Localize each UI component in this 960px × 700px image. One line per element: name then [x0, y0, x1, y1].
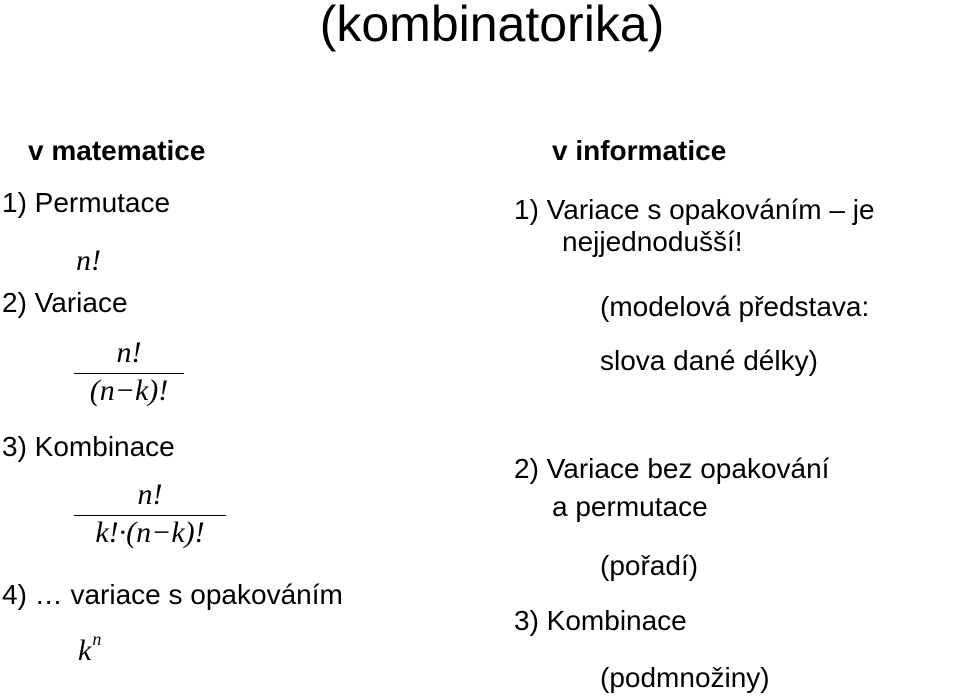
right-heading: v informatice	[552, 135, 727, 166]
right-note-words: slova dané délky)	[600, 345, 818, 376]
formula-variation-denominator: (n−k)!	[89, 373, 169, 407]
right-note-model: (modelová představa:	[600, 291, 870, 322]
right-note-subsets: (podmnožiny)	[600, 662, 770, 693]
formula-combination	[74, 478, 226, 550]
left-item-permutation: 1) Permutace	[2, 187, 171, 218]
right-item-variation-continuation: a permutace	[552, 491, 708, 522]
formula-combination-denominator: k!·(n−k)!	[95, 515, 205, 549]
left-heading: v matematice	[28, 135, 206, 166]
right-item-variation-repetition: 1) Variace s opakováním – je	[514, 194, 875, 225]
formula-permutation: n!	[76, 244, 101, 277]
formula-combination-numerator: n!	[137, 478, 163, 511]
formula-exponent: n	[92, 629, 102, 649]
page-title: (kombinatorika)	[319, 0, 665, 52]
right-item-variation: 2) Variace bez opakování	[514, 453, 830, 484]
left-item-variation-repetition: 4) … variace s opakováním	[2, 579, 343, 610]
left-item-combination: 3) Kombinace	[2, 431, 175, 462]
right-item-variation-repetition-continuation: nejjednodušší!	[562, 226, 743, 257]
left-item-variation: 2) Variace	[2, 287, 128, 318]
formula-variation-repetition	[78, 629, 102, 667]
formula-variation	[74, 336, 184, 408]
right-item-combination: 3) Kombinace	[514, 605, 687, 636]
right-note-order: (pořadí)	[600, 550, 699, 581]
formula-variation-numerator: n!	[116, 336, 142, 369]
formula-base: k	[78, 634, 92, 667]
